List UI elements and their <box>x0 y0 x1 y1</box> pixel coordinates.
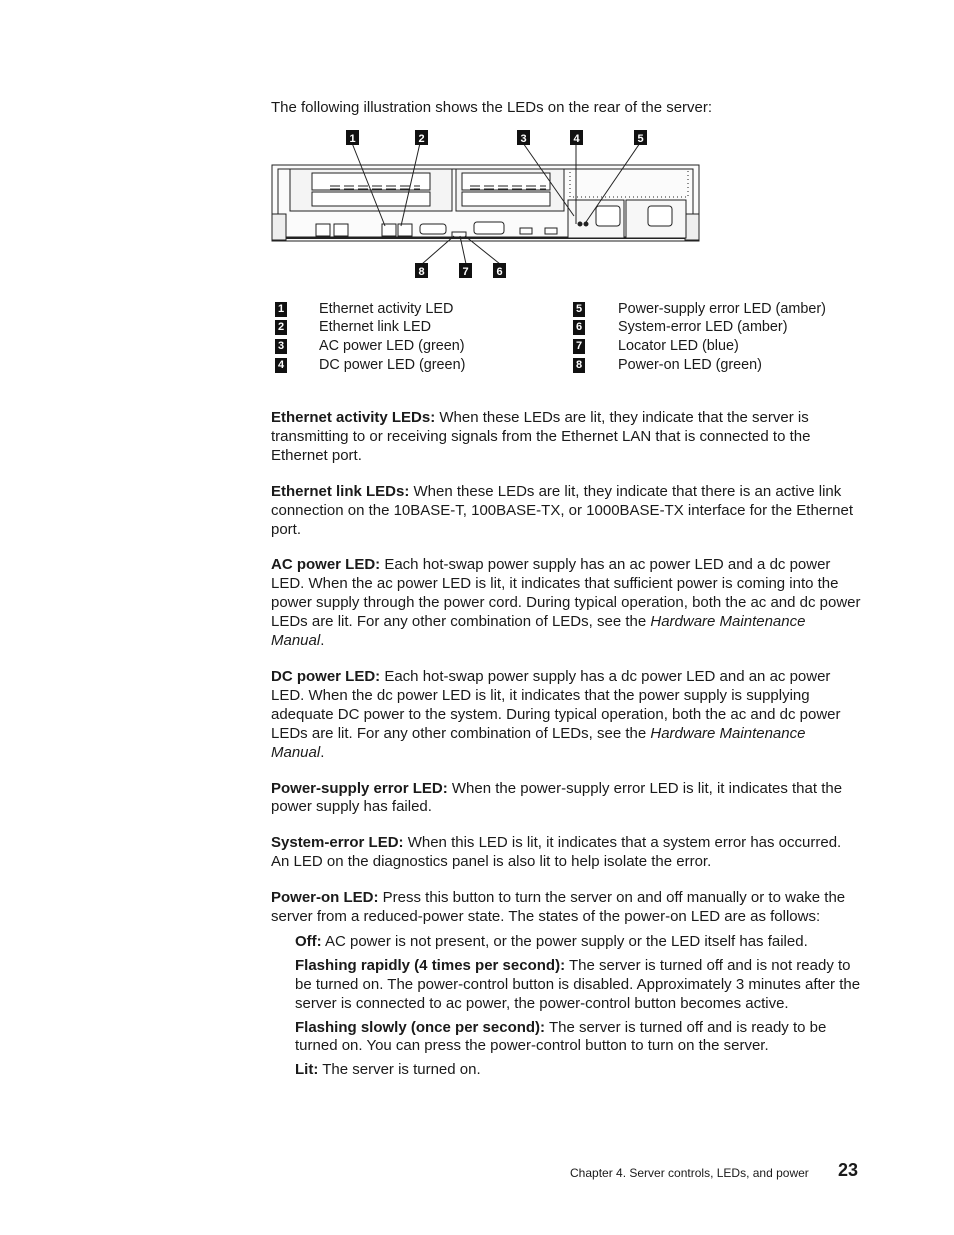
svg-text:8: 8 <box>418 266 425 278</box>
svg-text:5: 5 <box>637 133 644 145</box>
callout-2 <box>415 130 428 145</box>
description: The server is turned on. <box>318 1061 481 1079</box>
description: When these LEDs are lit, they indicate that there is an active link connection on the 10BASE-T, 100BASE-TX, or 1000BASE-TX interface for the Ethernet port. <box>271 482 853 538</box>
description: When this LED is lit, it indicates that a system error has occurred. An LED on the diagnostics panel is also lit to help isolate the error. <box>271 834 842 871</box>
term: Power-supply error LED: <box>271 779 448 797</box>
legend-label: Power-supply error LED (amber) <box>618 301 826 317</box>
legend-item <box>275 318 431 336</box>
callout-7 <box>459 263 472 278</box>
legend-item <box>573 356 762 374</box>
legend-item <box>275 337 465 355</box>
description: AC power is not present, or the power supply or the LED itself has failed. <box>321 932 808 950</box>
svg-text:3: 3 <box>520 133 527 145</box>
description: When the power-supply error LED is lit, it indicates that the power supply has failed. <box>271 779 843 816</box>
svg-text:1: 1 <box>349 133 356 145</box>
legend-badge: 7 <box>573 339 585 354</box>
state-off <box>295 933 861 952</box>
term: AC power LED: <box>271 556 381 574</box>
intro-text: The following illustration shows the LEDs on the rear of the server: <box>271 99 713 116</box>
legend-item <box>573 337 739 355</box>
rear-server-illustration <box>270 128 702 280</box>
state-flashing-rapidly <box>295 957 861 1014</box>
legend-badge: 8 <box>573 358 585 373</box>
paragraph-system-error <box>271 834 861 872</box>
legend-label: Power-on LED (green) <box>618 357 762 373</box>
paragraph-power-on <box>271 889 861 927</box>
callout-3 <box>517 130 530 145</box>
description: The server is turned off and is not ready to be turned on. The power-control button is disabled. Approximately 3 minutes after the server is connected to ac power, the power-control button becomes active. <box>295 956 861 1012</box>
paragraph-ac-power <box>271 556 861 651</box>
term: Off: <box>295 932 322 950</box>
svg-text:6: 6 <box>496 266 503 278</box>
term: Ethernet link LEDs: <box>271 482 410 500</box>
legend-item <box>573 318 788 336</box>
paragraph-ps-error <box>271 780 861 818</box>
callout-6 <box>493 263 506 278</box>
manual-reference: Hardware Maintenance Manual <box>271 724 806 761</box>
state-flashing-slowly <box>295 1019 861 1057</box>
description: Each hot-swap power supply has an ac power LED and a dc power LED. When the ac power LED is lit, it indicates that sufficient power is coming into the power supply through the power cord. During typical operation, both the ac and dc power LEDs are lit. For any other combination of LEDs, see the <box>271 556 861 631</box>
server-chassis <box>272 165 699 241</box>
description: Each hot-swap power supply has a dc power LED and an ac power LED. When the dc power LED is lit, it indicates that the power supply is supplying adequate DC power to the system. During typical operation, both the ac and dc power LEDs are lit. For any other combination of LEDs, see the <box>271 667 841 742</box>
legend-badge: 1 <box>275 302 287 317</box>
callout-8 <box>415 263 428 278</box>
period: . <box>320 743 325 761</box>
legend-item <box>275 356 466 374</box>
svg-text:7: 7 <box>462 266 469 278</box>
legend-label: Ethernet activity LED <box>319 301 454 317</box>
callout-4 <box>570 130 583 145</box>
svg-text:2: 2 <box>418 133 425 145</box>
legend-badge: 5 <box>573 302 585 317</box>
callout-1 <box>346 130 359 145</box>
legend-badge: 6 <box>573 320 585 335</box>
paragraph-ethernet-link <box>271 483 861 540</box>
term: Lit: <box>295 1061 319 1079</box>
svg-text:4: 4 <box>573 133 580 145</box>
legend-label: Locator LED (blue) <box>618 338 739 354</box>
term: Flashing rapidly (4 times per second): <box>295 956 566 974</box>
legend-badge: 4 <box>275 358 287 373</box>
term: System-error LED: <box>271 834 404 852</box>
paragraph-ethernet-activity <box>271 409 861 466</box>
chapter-title: Chapter 4. Server controls, LEDs, and power <box>570 1166 809 1180</box>
manual-reference: Hardware Maintenance Manual <box>271 613 806 650</box>
term: DC power LED: <box>271 667 381 685</box>
page-footer <box>570 1160 860 1184</box>
paragraph-dc-power <box>271 668 861 763</box>
term: Flashing slowly (once per second): <box>295 1018 546 1036</box>
term: Power-on LED: <box>271 889 379 907</box>
led-descriptions <box>271 409 861 1085</box>
legend-badge: 2 <box>275 320 287 335</box>
page-number: 23 <box>837 1160 858 1180</box>
legend-label: System-error LED (amber) <box>618 319 788 335</box>
state-lit <box>295 1061 861 1080</box>
legend-label: AC power LED (green) <box>319 338 465 354</box>
legend-badge: 3 <box>275 339 287 354</box>
term: Ethernet activity LEDs: <box>271 409 436 426</box>
legend-item <box>275 300 454 318</box>
description: Press this button to turn the server on and off manually or to wake the server from a reduced-power state. The states of the power-on LED are as follows: <box>271 889 846 926</box>
description: The server is turned off and is ready to be turned on. You can press the power-control button to turn on the server. <box>295 1018 827 1055</box>
legend-item <box>573 300 826 318</box>
period: . <box>320 632 325 650</box>
power-on-states <box>295 933 861 1080</box>
callout-5 <box>634 130 647 145</box>
legend-label: DC power LED (green) <box>319 357 466 373</box>
description: When these LEDs are lit, they indicate that the server is transmitting to or receiving signals from the Ethernet LAN that is connected to the Ethernet port. <box>271 409 811 464</box>
legend-label: Ethernet link LED <box>319 319 431 335</box>
